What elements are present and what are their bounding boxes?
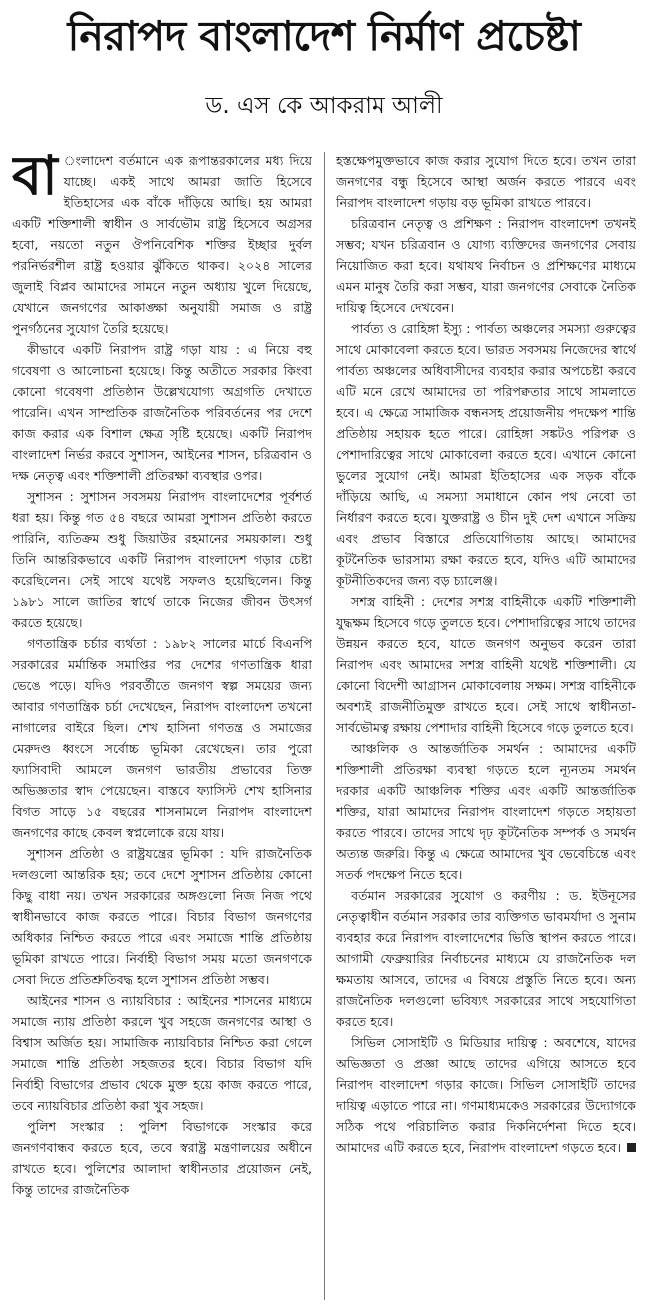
paragraph-text: সিভিল সোসাইটি ও মিডিয়ার দায়িত্ব : অবশেষে, যাদের অভিজ্ঞতা ও প্রজ্ঞা আছে তাদের এগিয়ে আসতে হবে নিরাপদ বাংলাদেশ গড়ার কাজে। সিভিল সোসাইটি তাদের দায়িত্ব এড়াতে পারে না। গণমাধ্যমকেও সরকারের উদ্যোগকে সঠিক পথে পরিচালিত করার দিকনির্দেশনা দিতে হবে। আমাদের এটি করতে হবে, নিরাপদ বাংলাদেশ গড়তে হবে। — [336, 1035, 636, 1155]
article-column-left — [12, 150, 312, 1300]
paragraph: হস্তক্ষেপমুক্তভাবে কাজ করার সুযোগ দিতে হবে। তখন তারা জনগণের বন্ধু হিসেবে আস্থা অর্জন করতে পারবে এবং নিরাপদ বাংলাদেশ গড়ায় বড় ভূমিকা রাখতে পারবে। — [336, 153, 636, 210]
paragraph: পার্বত্য ও রোহিঙ্গা ইস্যু : পার্বত্য অঞ্চলের সমস্যা গুরুত্বের সাথে মোকাবেলা করতে হবে। ভারত সবসময় নিজেদের স্বার্থে পার্বত্য অঞ্চলের অধিবাসীদের ব্যবহার করার অপচেষ্টা করবে এটি মনে রেখে আমাদের তা পরিপক্বতার সাথে সামলাতে হবে। এ ক্ষেত্রে সামাজিক বন্ধনসহ প্রয়োজনীয় পদক্ষেপ শান্তি প্রতিষ্ঠায় সহায়ক হতে পারে। রোহিঙ্গা সঙ্কটও পরিপক্ব ও পেশাদারিত্বের সাথে মোকাবেলা করতে হবে। এখানে কোনো ভুলের সুযোগ নেই। আমরা ইতিহাসের এক সড়ক বাঁকে দাঁড়িয়ে আছি, এ সমস্যা সমাধানে কোন পথ নেবো তা নির্ধারণ করতে হবে। যুক্তরাষ্ট্র ও চীন দুই দেশ এখানে সক্রিয় এবং প্রভাব বিস্তারে প্রতিযোগিতায় আছে। আমাদের কূটনৈতিক ভারসাম্য রক্ষা করতে হবে, যদিও এটি আমাদের কূটনীতিকদের জন্য বড় চ্যালেঞ্জ। — [336, 321, 636, 588]
paragraph: গণতান্ত্রিক চর্চার ব্যর্থতা : ১৯৮২ সালের মার্চে বিএনপি সরকারের মর্মান্তিক সমাপ্তির পর দেশের গণতান্ত্রিক ধারা ভেঙে পড়ে। যদিও পরবর্তীতে জনগণ স্বল্প সময়ের জন্য আবার গণতান্ত্রিক চর্চা দেখেছেন, নিরাপদ বাংলাদেশ তখনো নাগালের বাইরে ছিল। শেখ হাসিনা গণতন্ত্র ও সমাজের মেরুদণ্ড ধ্বংসে সর্বোচ্চ ভূমিকা রেখেছেন। তার পুরো ফ্যাসিবাদী আমলে জনগণ ভারতীয় প্রভাবের তিক্ত অভিজ্ঞতার স্বাদ পেয়েছেন। বাস্তবে ফ্যাসিস্ট শেখ হাসিনার বিগত সাড়ে ১৫ বছরের শাসনামলে নিরাপদ বাংলাদেশ জনগণের কাছে কেবল স্বপ্নলোকে রয়ে যায়। — [12, 636, 312, 840]
paragraph: আঞ্চলিক ও আন্তর্জাতিক সমর্থন : আমাদের একটি শক্তিশালী প্রতিরক্ষা ব্যবস্থা গড়তে হলে ন্যূনতম সমর্থন দরকার একটি আঞ্চলিক শক্তির এবং একটি আন্তর্জাতিক শক্তির, যারা আমাদের নিরাপদ বাংলাদেশ গড়তে সহায়তা করতে পারবে। তাদের সাথে দৃঢ় কূটনৈতিক সম্পর্ক ও সমর্থন অত্যন্ত জরুরি। কিন্তু এ ক্ষেত্রে আমাদের খুব ভেবেচিন্তে এবং সতর্ক পদক্ষেপ নিতে হবে। — [336, 741, 636, 882]
paragraph: কীভাবে একটি নিরাপদ রাষ্ট্র গড়া যায় : এ নিয়ে বহু গবেষণা ও আলোচনা হয়েছে। কিন্তু অতীতে সরকার কিংবা কোনো গবেষণা প্রতিষ্ঠান উল্লেখযোগ্য অগ্রগতি দেখাতে পারেনি। এখন সাম্প্রতিক রাজনৈতিক পরিবর্তনের পর দেশে কাজ করার এক বিশাল ক্ষেত্র সৃষ্টি হয়েছে। একটি নিরাপদ বাংলাদেশ নির্ভর করবে সুশাসন, আইনের শাসন, চরিত্রবান ও দক্ষ নেতৃত্ব এবং শক্তিশালী প্রতিরক্ষা ব্যবস্থার ওপর। — [12, 342, 312, 483]
byline: ড. এস কে আকরাম আলী — [205, 93, 443, 119]
paragraph-text: ংলাদেশ বর্তমানে এক রূপান্তরকালের মধ্য দিয়ে যাচ্ছে। একই সাথে আমরা জাতি হিসেবে ইতিহাসের এক বাঁকে দাঁড়িয়ে আছি। হয় আমরা একটি শক্তিশালী স্বাধীন ও সার্বভৌম রাষ্ট্র হিসেবে অগ্রসর হবো, নয়তো নতুন ঔপনিবেশিক শক্তির ইচ্ছার দুর্বল পরনির্ভরশীল রাষ্ট্র হওয়ার ঝুঁকিতে থাকব। ২০২৪ সালের জুলাই বিপ্লব আমাদের সামনে নতুন অধ্যায় খুলে দিয়েছে, যেখানে জনগণের আকাঙ্ক্ষা অনুযায়ী সমাজ ও রাষ্ট্র পুনর্গঠনের সুযোগ তৈরি হয়েছে। — [12, 153, 312, 336]
paragraph — [12, 150, 312, 339]
column-divider — [324, 152, 325, 1300]
paragraph: সুশাসন : সুশাসন সবসময় নিরাপদ বাংলাদেশের পূর্বশর্ত ধরা হয়। কিন্তু গত ৫৪ বছরে আমরা সুশাসন প্রতিষ্ঠা করতে পারিনি, ব্যতিক্রম শুধু জিয়াউর রহমানের সময়কাল। শুধু তিনি আন্তরিকভাবে একটি নিরাপদ বাংলাদেশ গড়ার চেষ্টা করেছিলেন। সেই সাথে যথেষ্ট সফলও হয়েছিলেন। কিন্তু ১৯৮১ সালে জাতির স্বার্থে তাকে নিজের জীবন উৎসর্গ করতে হয়েছে। — [12, 489, 312, 630]
paragraph — [336, 1032, 636, 1158]
paragraph: চরিত্রবান নেতৃত্ব ও প্রশিক্ষণ : নিরাপদ বাংলাদেশ তখনই সম্ভব; যখন চরিত্রবান ও যোগ্য ব্যক্তিদের জনগণের সেবায় নিয়োজিত করা হবে। যথাযথ নির্বাচন ও প্রশিক্ষণের মাধ্যমে এমন মানুষ তৈরি করা সম্ভব, যারা জনগণের সেবাকে নৈতিক দায়িত্ব হিসেবে দেখবেন। — [336, 216, 636, 315]
drop-cap: বা — [12, 150, 58, 207]
paragraph: পুলিশ সংস্কার : পুলিশ বিভাগকে সংস্কার করে জনগণবান্ধব করতে হবে, তবে স্বরাষ্ট্র মন্ত্রণালয়ের অধীনে রাখতে হবে। পুলিশের আলাদা স্বাধীনতার প্রয়োজন নেই, কিন্তু তাদের রাজনৈতিক — [12, 1119, 312, 1197]
paragraph: আইনের শাসন ও ন্যায়বিচার : আইনের শাসনের মাধ্যমে সমাজে ন্যায় প্রতিষ্ঠা করলে খুব সহজে জনগণের আস্থা ও বিশ্বাস অর্জিত হয়। সামাজিক ন্যায়বিচার নিশ্চিত করা গেলে সমাজে শান্তি প্রতিষ্ঠা সহজতর হবে। বিচার বিভাগ যদি নির্বাহী বিভাগের প্রভাব থেকে মুক্ত হয়ে কাজ করতে পারে, তবে ন্যায়বিচার প্রতিষ্ঠা করা খুব সহজ। — [12, 993, 312, 1113]
end-mark-icon — [627, 1143, 636, 1152]
paragraph: সশস্ত্র বাহিনী : দেশের সশস্ত্র বাহিনীকে একটি শক্তিশালী যুদ্ধক্ষম হিসেবে গড়ে তুলতে হবে। পেশাদারিত্বের সাথে তাদের উন্নয়ন করতে হবে, যাতে জনগণ অনুভব করেন তারা নিরাপদ এবং আমাদের সশস্ত্র বাহিনী যথেষ্ট শক্তিশালী। যে কোনো বিদেশী আগ্রাসন মোকাবেলায় সক্ষম। সশস্ত্র বাহিনীকে অবশ্যই রাজনীতিমুক্ত রাখতে হবে। সেই সাথে স্বাধীনতা-সার্বভৌমত্ব রক্ষায় পেশাদার বাহিনী হিসেবে গড়ে তুলতে হবে। — [336, 594, 636, 735]
headline: নিরাপদ বাংলাদেশ নির্মাণ প্রচেষ্টা — [67, 12, 581, 60]
paragraph: সুশাসন প্রতিষ্ঠা ও রাষ্ট্রযন্ত্রের ভূমিকা : যদি রাজনৈতিক দলগুলো আন্তরিক হয়; তবে দেশে সুশাসন প্রতিষ্ঠায় কোনো কিছু বাধা নয়। তখন সরকারের অঙ্গগুলো নিজ নিজ পথে স্বাধীনভাবে কাজ করতে পারে। বিচার বিভাগ জনগণের অধিকার নিশ্চিত করতে পারে এবং সমাজে শান্তি প্রতিষ্ঠায় ভূমিকা রাখতে পারে। নির্বাহী বিভাগ সময় মতো জনগণকে সেবা দিতে প্রতিশ্রুতিবদ্ধ হলে সুশাসন প্রতিষ্ঠা সম্ভব। — [12, 846, 312, 987]
article-column-right — [336, 150, 636, 1300]
paragraph: বর্তমান সরকারের সুযোগ ও করণীয় : ড. ইউনূসের নেতৃত্বাধীন বর্তমান সরকার তার ব্যক্তিগত ভাবমর্যাদা ও সুনাম ব্যবহার করে নিরাপদ বাংলাদেশের ভিত্তি স্থাপন করতে পারে। আগামী ফেব্রুয়ারির নির্বাচনের মাধ্যমে যে রাজনৈতিক দল ক্ষমতায় আসবে, তাদের এ বিষয়ে প্রস্তুতি নিতে হবে। অন্য রাজনৈতিক দলগুলো ভবিষ্যৎ সরকারের সাথে সহযোগিতা করতে হবে। — [336, 888, 636, 1029]
